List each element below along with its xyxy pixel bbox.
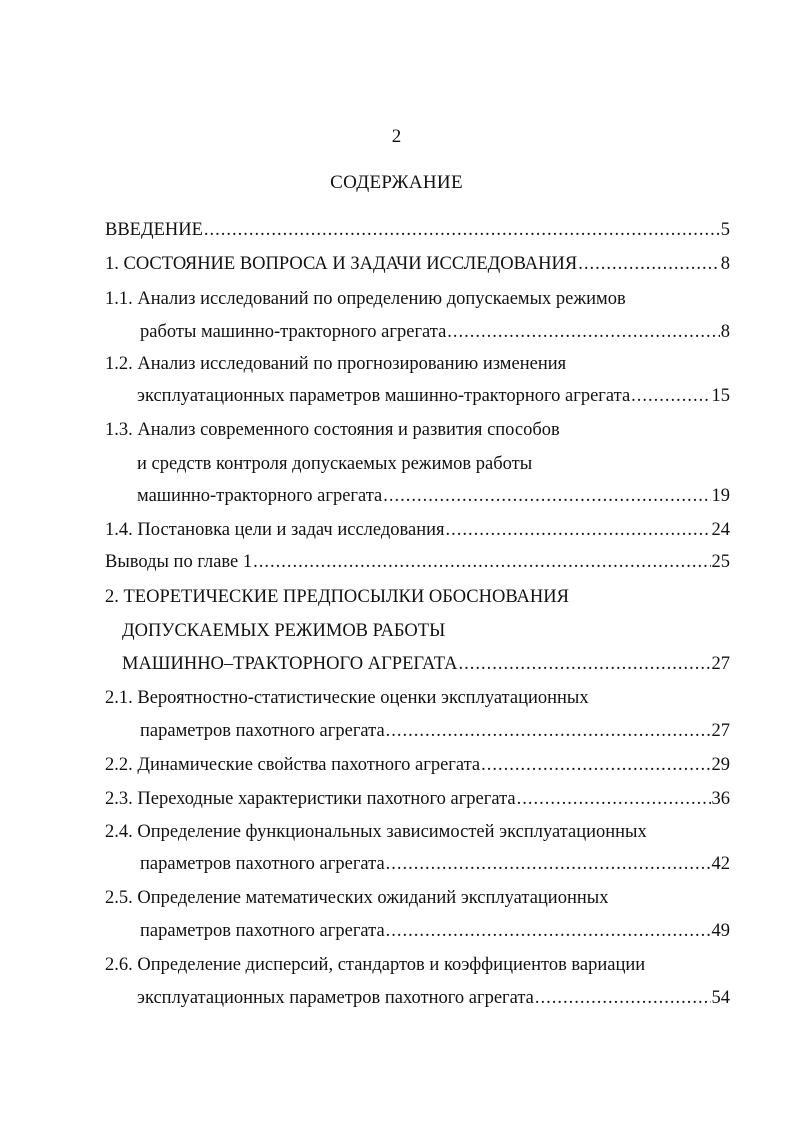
toc-entry-chapter-2 bbox=[122, 652, 730, 676]
toc-entry-1-1-line-1: 1.1. Анализ исследований по определению допускаемых режимов bbox=[105, 289, 626, 309]
toc-entry-1-2 bbox=[137, 384, 730, 408]
toc-entry-page: 54 bbox=[711, 988, 730, 1008]
toc-entry-2-4-line-1: 2.4. Определение функциональных зависимостей эксплуатационных bbox=[105, 822, 647, 842]
toc-entry-2-3 bbox=[105, 787, 730, 811]
toc-entry-chapter-2-line-2: ДОПУСКАЕМЫХ РЕЖИМОВ РАБОТЫ bbox=[122, 621, 446, 641]
toc-entry-1-3 bbox=[137, 484, 730, 508]
toc-entry-chapter-2-line-1: 2. ТЕОРЕТИЧЕСКИЕ ПРЕДПОСЫЛКИ ОБОСНОВАНИЯ bbox=[105, 587, 569, 607]
toc-entry-page: 5 bbox=[720, 220, 730, 240]
toc-entry-chapter-1 bbox=[105, 252, 730, 276]
toc-entry-2-6-line-1: 2.6. Определение дисперсий, стандартов и коэффициентов вариации bbox=[105, 955, 646, 975]
toc-entry-page: 29 bbox=[711, 755, 730, 775]
toc-entry-title: ВВЕДЕНИЕ bbox=[105, 220, 203, 240]
toc-entry-1-3-line-1: 1.3. Анализ современного состояния и развития способов bbox=[105, 420, 560, 440]
toc-entry-title: параметров пахотного агрегата bbox=[140, 854, 385, 874]
toc-leader-dots bbox=[383, 484, 710, 508]
toc-leader-dots bbox=[253, 550, 710, 574]
toc-entry-title: МАШИННО–ТРАКТОРНОГО АГРЕГАТА bbox=[122, 654, 458, 674]
toc-entry-2-6 bbox=[137, 986, 730, 1010]
toc-entry-page: 27 bbox=[711, 721, 730, 741]
toc-entry-1-2-line-1: 1.2. Анализ исследований по прогнозированию изменения bbox=[105, 354, 567, 374]
toc-entry-2-5-line-1: 2.5. Определение математических ожиданий эксплуатационных bbox=[105, 888, 609, 908]
toc-entry-page: 8 bbox=[720, 254, 730, 274]
toc-entry-2-1 bbox=[140, 719, 730, 743]
toc-entry-title: Выводы по главе 1 bbox=[105, 552, 253, 572]
toc-entry-page: 8 bbox=[720, 322, 730, 342]
toc-leader-dots bbox=[446, 518, 711, 542]
toc-entry-title: 2.3. Переходные характеристики пахотного агрегата bbox=[105, 789, 516, 809]
toc-leader-dots bbox=[447, 320, 719, 344]
toc-leader-dots bbox=[535, 986, 711, 1010]
toc-entry-1-1 bbox=[140, 320, 730, 344]
toc-title: СОДЕРЖАНИЕ bbox=[330, 172, 463, 193]
toc-entry-1-3-line-2: и средств контроля допускаемых режимов работы bbox=[137, 454, 533, 474]
toc-entry-page: 42 bbox=[711, 854, 730, 874]
toc-leader-dots bbox=[631, 384, 710, 408]
toc-leader-dots bbox=[386, 852, 711, 876]
toc-entry-title: 1.4. Постановка цели и задач исследования bbox=[105, 520, 445, 540]
toc-entry-conclusions-1 bbox=[105, 550, 730, 574]
toc-leader-dots bbox=[459, 652, 711, 676]
toc-leader-dots bbox=[578, 252, 720, 276]
page-number: 2 bbox=[391, 126, 402, 147]
toc-entry-2-5 bbox=[140, 919, 730, 943]
toc-entry-title: эксплуатационных параметров машинно-тракторного агрегата bbox=[137, 386, 631, 406]
toc-entry-introduction bbox=[105, 218, 730, 242]
toc-entry-page: 27 bbox=[711, 654, 730, 674]
toc-entry-page: 19 bbox=[711, 486, 730, 506]
toc-entry-1-4 bbox=[105, 518, 730, 542]
toc-entry-title: машинно-тракторного агрегата bbox=[137, 486, 383, 506]
toc-entry-title: эксплуатационных параметров пахотного агрегата bbox=[137, 988, 534, 1008]
toc-entry-page: 15 bbox=[711, 386, 730, 406]
toc-leader-dots bbox=[517, 787, 711, 811]
toc-entry-page: 49 bbox=[711, 921, 730, 941]
toc-entry-page: 36 bbox=[711, 789, 730, 809]
toc-leader-dots bbox=[386, 919, 711, 943]
toc-entry-title: 1. СОСТОЯНИЕ ВОПРОСА И ЗАДАЧИ ИССЛЕДОВАНИЯ bbox=[105, 254, 578, 274]
toc-leader-dots bbox=[386, 719, 711, 743]
toc-entry-2-2 bbox=[105, 753, 730, 777]
toc-entry-2-1-line-1: 2.1. Вероятностно-статистические оценки эксплуатационных bbox=[105, 688, 589, 708]
toc-entry-page: 24 bbox=[711, 520, 730, 540]
toc-entry-title: 2.2. Динамические свойства пахотного агрегата bbox=[105, 755, 481, 775]
toc-leader-dots bbox=[204, 218, 720, 242]
toc-entry-title: работы машинно-тракторного агрегата bbox=[140, 322, 447, 342]
toc-entry-2-4 bbox=[140, 852, 730, 876]
toc-entry-title: параметров пахотного агрегата bbox=[140, 721, 385, 741]
toc-leader-dots bbox=[481, 753, 710, 777]
toc-entry-page: 25 bbox=[711, 552, 730, 572]
toc-entry-title: параметров пахотного агрегата bbox=[140, 921, 385, 941]
